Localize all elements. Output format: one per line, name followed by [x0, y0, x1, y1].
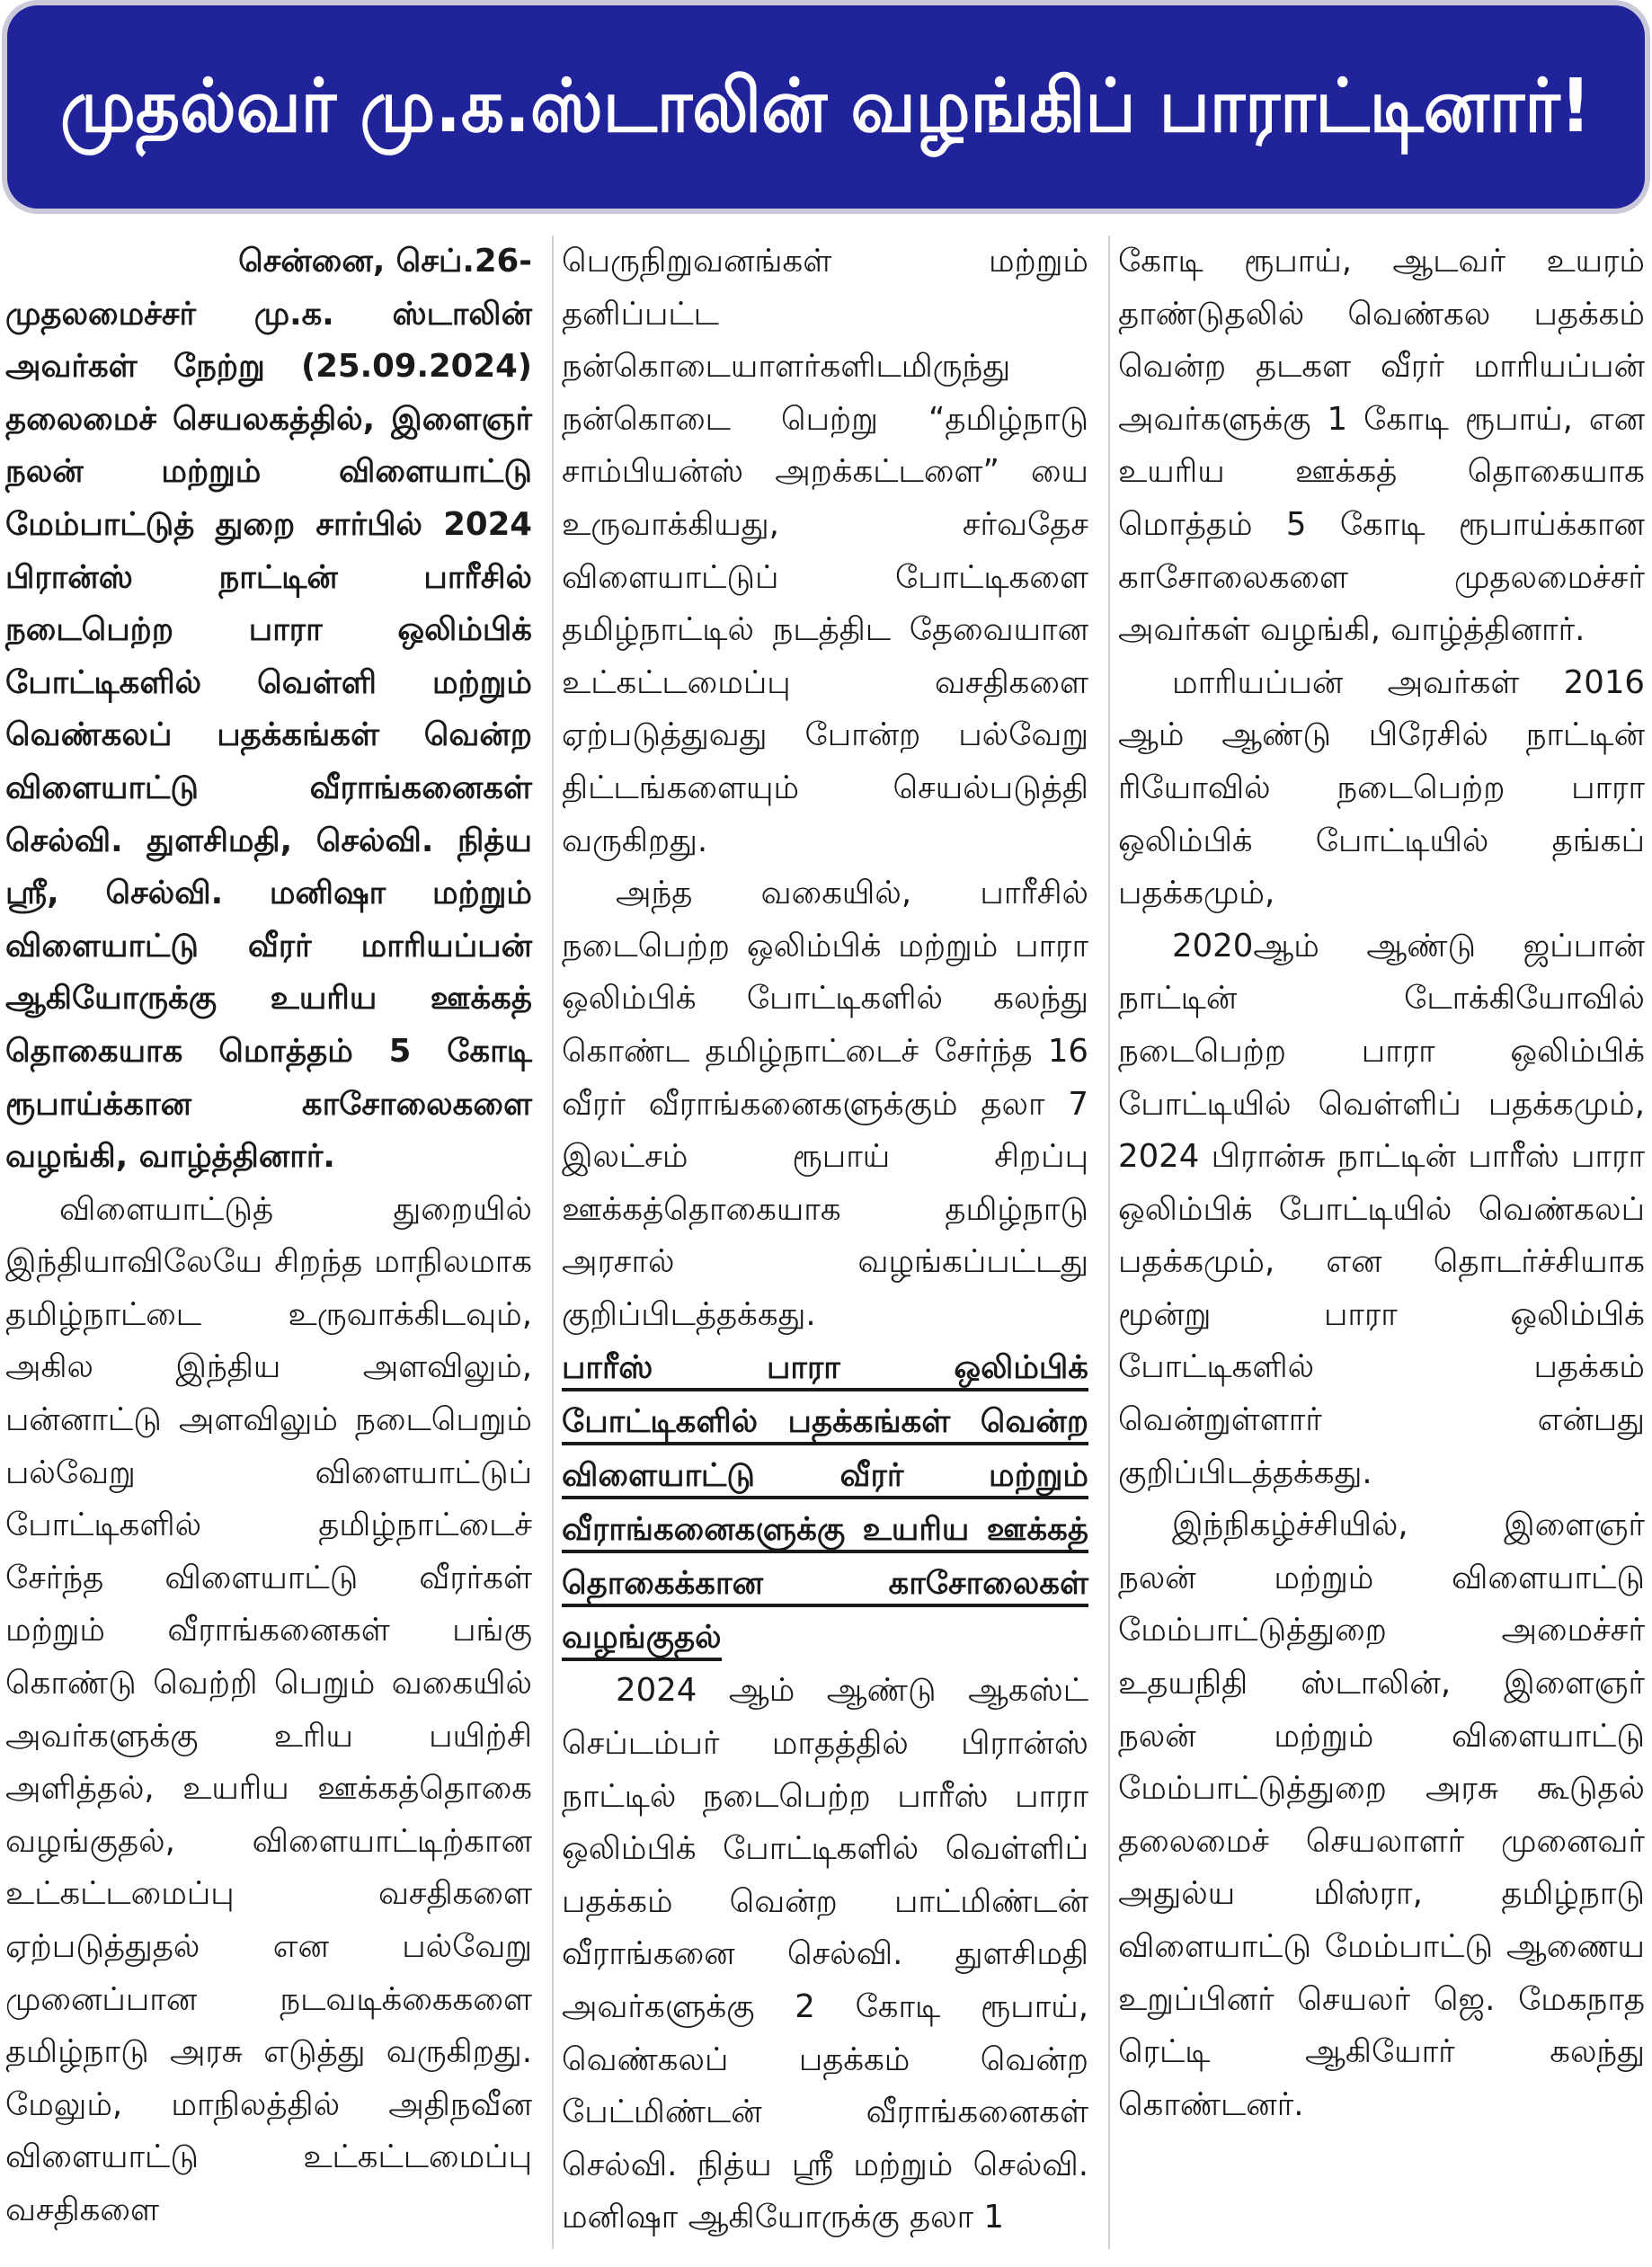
body-paragraph: விளையாட்டுத் துறையில் இந்தியாவிலேயே சிறந்த மாநிலமாக தமிழ்நாட்டை உருவாக்கிடவும், அகில இந்திய அளவிலும், பன்னாட்டு அளவிலும் நடைபெறும் பல்வேறு விளையாட்டுப் போட்டிகளில் தமிழ்நாட்டைச் சேர்ந்த விளையாட்டு வீரர்கள் மற்றும் வீராங்கனைகள் பங்கு கொண்டு வெற்றி பெறும் வகையில் அவர்களுக்கு உரிய பயிற்சி அளித்தல், உயரிய ஊக்கத்தொகை வழங்குதல், விளையாட்டிற்கான உட்கட்டமைப்பு வசதிகளை ஏற்படுத்துதல் என பல்வேறு முனைப்பான நடவடிக்கைகளை தமிழ்நாடு அரசு எடுத்து வருகிறது. மேலும், மாநிலத்தில் அதிநவீன விளையாட்டு உட்கட்டமைப்பு வசதிகளை [5, 1190, 532, 2228]
body-paragraph: இந்நிகழ்ச்சியில், இளைஞர் நலன் மற்றும் விளையாட்டு மேம்பாட்டுத்துறை அமைச்சர் உதயநிதி ஸ்டாலின், இளைஞர் நலன் மற்றும் விளையாட்டு மேம்பாட்டுத்துறை அரசு கூடுதல் தலைமைச் செயலாளர் முனைவர் அதுல்ய மிஸ்ரா, தமிழ்நாடு விளையாட்டு மேம்பாட்டு ஆணைய உறுப்பினர் செயலர் ஜெ. மேகநாத ரெட்டி ஆகியோர் கலந்து கொண்டனர். [1118, 1507, 1645, 2123]
body-paragraph: பெருநிறுவனங்கள் மற்றும் தனிப்பட்ட நன்கொடையாளர்களிடமிருந்து நன்கொடை பெற்று “தமிழ்நாடு சாம்பியன்ஸ் அறக்கட்டளை” யை உருவாக்கியது, சர்வதேச விளையாட்டுப் போட்டிகளை தமிழ்நாட்டில் நடத்திட தேவையான உட்கட்டமைப்பு வசதிகளை ஏற்படுத்துவது போன்ற பல்வேறு திட்டங்களையும் செயல்படுத்தி வருகிறது. [562, 243, 1088, 859]
body-paragraph: 2024 ஆம் ஆண்டு ஆகஸ்ட் செப்டம்பர் மாதத்தில் பிரான்ஸ் நாட்டில் நடைபெற்ற பாரீஸ் பாரா ஒலிம்பிக் போட்டிகளில் வெள்ளிப் பதக்கம் வென்ற பாட்மிண்டன் வீராங்கனை செல்வி. துளசிமதி அவர்களுக்கு 2 கோடி ரூபாய், வெண்கலப் பதக்கம் வென்ற பேட்மிண்டன் வீராங்கனைகள் செல்வி. நித்ய ஸ்ரீ மற்றும் செல்வி. மனிஷா ஆகியோருக்கு தலா 1 [562, 1672, 1088, 2236]
dateline: சென்னை, செப்.26- [238, 243, 532, 280]
headline: முதல்வர் மு.க.ஸ்டாலின் வழங்கிப் பாராட்டினார்! [60, 64, 1592, 149]
article-column-2 [562, 236, 1088, 2245]
column-divider [552, 236, 554, 2249]
body-paragraph: மாரியப்பன் அவர்கள் 2016 ஆம் ஆண்டு பிரேசில் நாட்டின் ரியோவில் நடைபெற்ற பாரா ஒலிம்பிக் போட்டியில் தங்கப் பதக்கமும், [1118, 663, 1645, 912]
body-paragraph: கோடி ரூபாய், ஆடவர் உயரம் தாண்டுதலில் வெண்கல பதக்கம் வென்ற தடகள வீரர் மாரியப்பன் அவர்களுக்கு 1 கோடி ரூபாய், என உயரிய ஊக்கத் தொகையாக மொத்தம் 5 கோடி ரூபாய்க்கான காசோலைகளை முதலமைச்சர் அவர்கள் வழங்கி, வாழ்த்தினார். [1118, 243, 1645, 649]
article-column-1 [5, 236, 532, 2237]
article-column-3 [1118, 236, 1645, 2131]
column-divider [1108, 236, 1110, 2249]
body-paragraph: அந்த வகையில், பாரீசில் நடைபெற்ற ஒலிம்பிக் மற்றும் பாரா ஒலிம்பிக் போட்டிகளில் கலந்து கொண்ட தமிழ்நாட்டைச் சேர்ந்த 16 வீரர் வீராங்கனைகளுக்கும் தலா 7 இலட்சம் ரூபாய் சிறப்பு ஊக்கத்தொகையாக தமிழ்நாடு அரசால் வழங்கப்பட்டது குறிப்பிடத்தக்கது. [562, 875, 1088, 1333]
body-paragraph: 2020ஆம் ஆண்டு ஜப்பான் நாட்டின் டோக்கியோவில் நடைபெற்ற பாரா ஒலிம்பிக் போட்டியில் வெள்ளிப் பதக்கமும், 2024 பிரான்சு நாட்டின் பாரீஸ் பாரா ஒலிம்பிக் போட்டியில் வெண்கலப் பதக்கமும், என தொடர்ச்சியாக மூன்று பாரா ஒலிம்பிக் போட்டிகளில் பதக்கம் வென்றுள்ளார் என்பது குறிப்பிடத்தக்கது. [1118, 927, 1645, 1491]
headline-banner [7, 5, 1645, 209]
lead-paragraph: முதலமைச்சர் மு.க. ஸ்டாலின் அவர்கள் நேற்று (25.09.2024) தலைமைச் செயலகத்தில், இளைஞர் நலன் மற்றும் விளையாட்டு மேம்பாட்டுத் துறை சார்பில் 2024 பிரான்ஸ் நாட்டின் பாரீசில் நடைபெற்ற பாரா ஒலிம்பிக் போட்டிகளில் வெள்ளி மற்றும் வெண்கலப் பதக்கங்கள் வென்ற விளையாட்டு வீராங்கனைகள் செல்வி. துளசிமதி, செல்வி. நித்ய ஸ்ரீ, செல்வி. மனிஷா மற்றும் விளையாட்டு வீரர் மாரியப்பன் ஆகியோருக்கு உயரிய ஊக்கத் தொகையாக மொத்தம் 5 கோடி ரூபாய்க்கான காசோலைகளை வழங்கி, வாழ்த்தினார். [5, 295, 532, 1176]
subheading [562, 1341, 1088, 1665]
subheading-text: பாரீஸ் பாரா ஒலிம்பிக் போட்டிகளில் பதக்கங்கள் வென்ற விளையாட்டு வீரர் மற்றும் வீராங்கனைகளுக்கு உயரிய ஊக்கத் தொகைக்கான காசோலைகள் வழங்குதல் [562, 1349, 1088, 1661]
